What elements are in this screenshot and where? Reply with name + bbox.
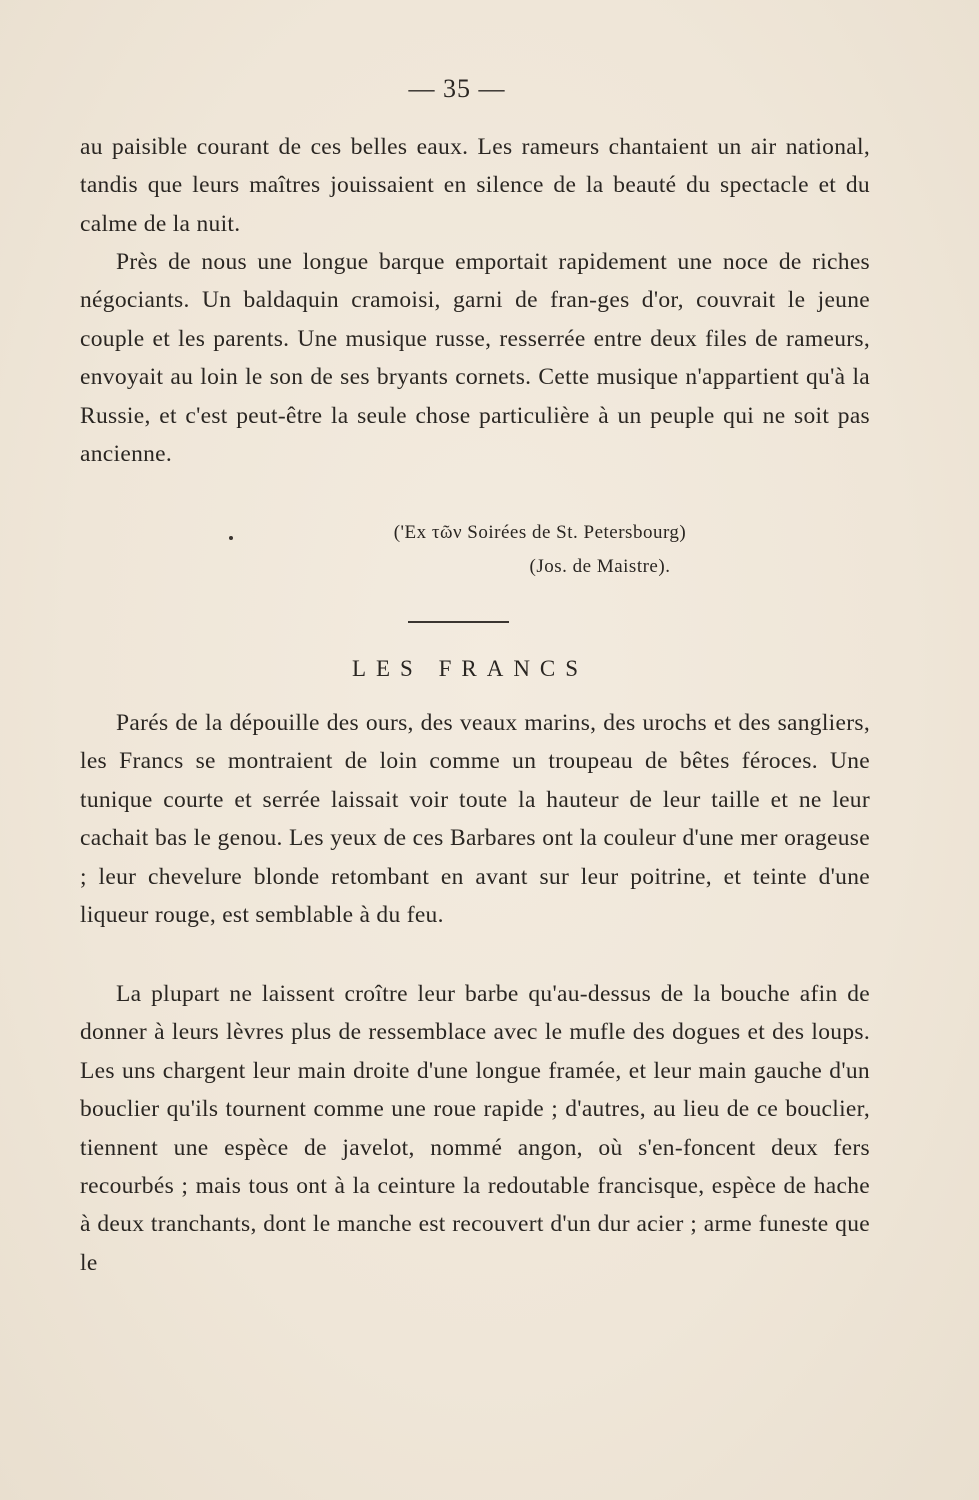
page-number: — 35 — [408,74,506,103]
paragraph-3-text: Parés de la dépouille des ours, des veaux marins, des urochs et des sangliers, les Francs se montraient de loin comme un troupeau de bêtes féroces. Une tunique courte et serrée laissait voir toute la hauteur de leur taille et ne leur cachait bas le genou. Les yeux de ces Barbares ont la couleur d'une mer orageuse ; leur chevelure blonde retombant en avant sur leur poitrine, et teinte d'une liqueur rouge, est semblable à du feu. [80,710,870,929]
section-divider-rule [408,621,509,623]
paragraph-3 [80,704,870,934]
paragraph-1 [80,128,870,243]
citation-source: ('Ex τῶν Soirées de St. Petersbourg) [393,522,687,543]
paragraph-2-text: Près de nous une longue barque emportait rapidement une noce de riches négociants. Un baldaquin cramoisi, garni de fran-ges d'or, couvrait le jeune couple et les parents. Une musique russe, resserrée entre deux files de rameurs, envoyait au loin le son de ses bryants cornets. Cette musique n'appartient qu'à la Russie, et c'est peut-être la seule chose particulière à un peuple qui ne soit pas ancienne. [80,249,870,468]
paragraph-4 [80,975,870,1282]
citation-author: (Jos. de Maistre). [529,556,671,577]
paragraph-2 [80,243,870,473]
paragraph-4-text: La plupart ne laissent croître leur barbe qu'au-dessus de la bouche afin de donner à leurs lèvres plus de ressemblace avec le mufle des dogues et des loups. Les uns chargent leur main droite d'une longue framée, et leur main gauche d'un bouclier qu'ils tournent comme une roue rapide ; d'autres, au lieu de ce bouclier, tiennent une espèce de javelot, nommé angon, où s'en-foncent deux fers recourbés ; mais tous ont à la ceinture la redoutable francisque, espèce de hache à deux tranchants, dont le manche est recouvert d'un dur acier ; arme funeste que le [80,981,870,1276]
section-title: LES FRANCS [351,656,589,681]
paragraph-1-text: au paisible courant de ces belles eaux. Les rameurs chantaient un air national, tandis que leurs maîtres jouissaient en silence de la beauté du spectacle et du calme de la nuit. [80,134,870,237]
